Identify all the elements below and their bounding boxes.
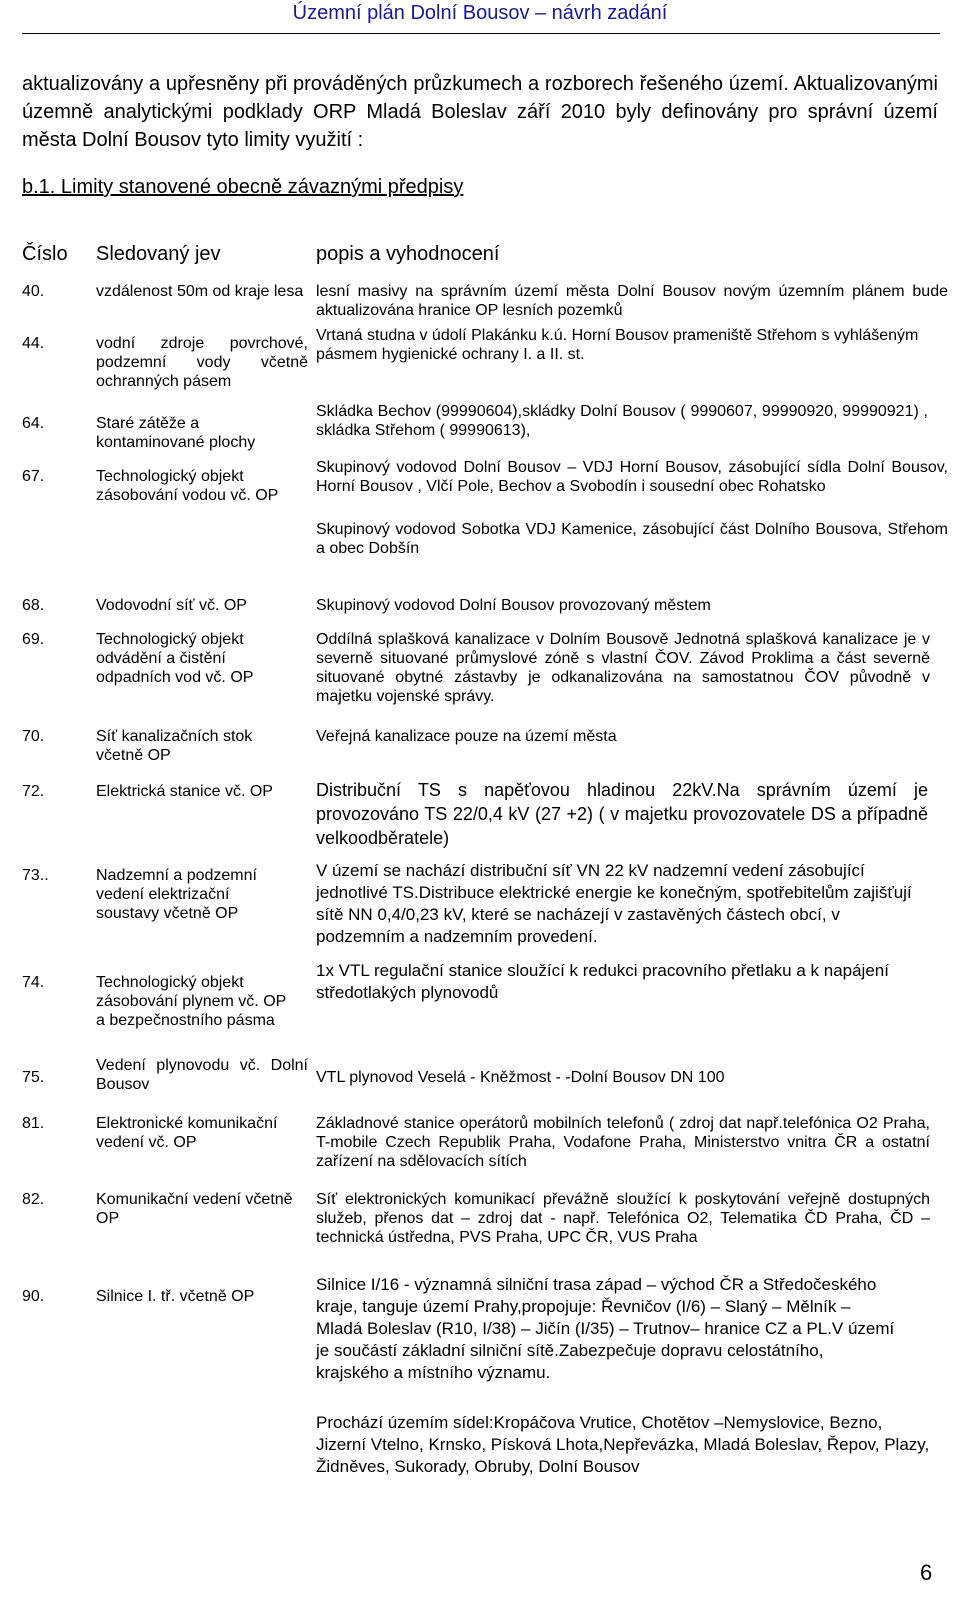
row-description: Veřejná kanalizace pouze na území města [316,728,617,745]
row-description-continued: Prochází územím sídel:Kropáčova Vrutice, Chotětov –Nemyslovice, Bezno, Jizerní Vtelno, Krnsko, Písková Lhota,Nepřevázka, Mladá Boleslav, Řepov, Plazy, Židněves, Sukorady, Obruby, Dolní Bousov [316,1413,930,1476]
row-name: Síť kanalizačních stok včetně OP [96,728,253,764]
row-number: 69. [22,631,45,648]
row-description: V území se nachází distribuční síť VN 22 kV nadzemní vedení zásobující jednotlivé TS.Distribuce elektrické energie ke konečným, spotřebitelům zajišťují sítě NN 0,4/0,23 kV, které se nacházejí v zastavěných částech obcí, v podzemním a nadzemním provedení. [316,861,912,946]
page-header: Územní plán Dolní Bousov – návrh zadání [292,2,668,24]
row-description: Síť elektronických komunikací převážně sloužící k poskytování veřejně dostupných služeb, přenos dat – zdroj dat - např. Telefónica O2, Telematika ČD Praha, ČD – technická ústředna, PVS Praha, UPC ČR, VUS Praha [316,1191,930,1246]
row-name: Elektrická stanice vč. OP [96,783,273,800]
row-name: Elektronické komunikační vedení vč. OP [96,1115,278,1151]
row-description: Skupinový vodovod Dolní Bousov provozovaný městem [316,597,711,614]
row-name: Vedení plynovodu vč. Dolní Bousov [96,1057,308,1093]
row-description: lesní masivy na správním území města Dolní Bousov novým územním plánem bude aktualizována hranice OP lesních pozemků [316,283,948,319]
row-description: Oddílná splašková kanalizace v Dolním Bousově Jednotná splašková kanalizace je v severně situované průmyslové zóně s vlastní ČOV. Závod Proklima a část severně situované obytné zástavby je odkanalizována na samostatnou ČOV původně v majetku vojenské správy. [316,631,930,705]
section-title: b.1. Limity stanovené obecně závaznými předpisy [22,176,464,198]
row-number: 90. [22,1288,45,1305]
row-number: 72. [22,783,45,800]
row-number: 74. [22,974,45,991]
column-header-description: popis a vyhodnocení [316,243,500,265]
row-description: Skládka Bechov (99990604),skládky Dolní Bousov ( 9990607, 99990920, 99990921) , skládka Střehom ( 99990613), [316,403,928,439]
row-number: 68. [22,597,45,614]
column-header-name: Sledovaný jev [96,243,221,265]
header-divider [22,33,940,34]
row-name: Technologický objekt odvádění a čistění odpadních vod vč. OP [96,631,254,686]
row-name: Technologický objekt zásobování vodou vč. OP [96,468,279,504]
row-name: Staré zátěže a kontaminované plochy [96,415,256,451]
intro-paragraph: aktualizovány a upřesněny při prováděných průzkumech a rozborech řešeného území. Aktualizovanými územně analytickými podklady ORP Mladá Boleslav září 2010 byly definovány pro správní území města Dolní Bousov tyto limity využití : [22,73,938,151]
row-name: vodní zdroje povrchové, podzemní vody včetně ochranných pásem [96,335,308,390]
column-header-number: Číslo [22,243,68,265]
row-name: Nadzemní a podzemní vedení elektrizační soustavy včetně OP [96,867,257,922]
row-name: Silnice I. tř. včetně OP [96,1288,255,1305]
row-number: 75. [22,1069,45,1086]
row-name: Technologický objekt zásobování plynem vč. OP a bezpečnostního pásma [96,974,287,1029]
row-number: 81. [22,1115,45,1132]
row-number: 70. [22,728,45,745]
row-number: 64. [22,415,45,432]
row-number: 82. [22,1191,45,1208]
row-description: Distribuční TS s napěťovou hladinou 22kV.Na správním území je provozováno TS 22/0,4 kV (27 +2) ( v majetku provozovatele DS a případně velkoodběratele) [316,780,928,848]
row-number: 67. [22,468,45,485]
row-name: Komunikační vedení včetně OP [96,1191,293,1227]
row-description: Skupinový vodovod Dolní Bousov – VDJ Horní Bousov, zásobující sídla Dolní Bousov, Horní Bousov , Vlčí Pole, Bechov a Svobodín i sousední obec Rohatsko [316,459,948,495]
page-number: 6 [920,1560,933,1585]
row-description: Vrtaná studna v údolí Plakánku k.ú. Horní Bousov prameniště Střehom s vyhlášeným pásmem hygienické ochrany I. a II. st. [316,327,919,363]
row-description: Základnové stanice operátorů mobilních telefonů ( zdroj dat např.telefónica O2 Praha, T-mobile Czech Republik Praha, Vodafone Praha, Ministerstvo vnitra ČR a ostatní zařízení na sdělovacích sítích [316,1115,930,1170]
row-description: VTL plynovod Veselá - Kněžmost - -Dolní Bousov DN 100 [316,1069,725,1086]
row-number: 73.. [22,867,49,884]
row-number: 44. [22,335,45,352]
row-description: 1x VTL regulační stanice sloužící k redukci pracovního přetlaku a k napájení středotlakých plynovodů [316,961,889,1002]
row-description-continued: Skupinový vodovod Sobotka VDJ Kamenice, zásobující část Dolního Bousova, Střehom a obec Dobšín [316,521,948,557]
row-name: vzdálenost 50m od kraje lesa [96,283,304,300]
row-number: 40. [22,283,45,300]
row-description: Silnice I/16 - významná silniční trasa západ – východ ČR a Středočeského kraje, tanguje území Prahy,propojuje: Řevničov (I/6) – Slaný – Mělník – Mladá Boleslav (R10, I/38) – Jičín (I/35) – Trutnov– hranice CZ a PL.V území je součástí základní silniční sítě.Zabezpečuje dopravu celostátního, krajského a místního významu. [316,1275,895,1382]
row-name: Vodovodní síť vč. OP [96,597,247,614]
